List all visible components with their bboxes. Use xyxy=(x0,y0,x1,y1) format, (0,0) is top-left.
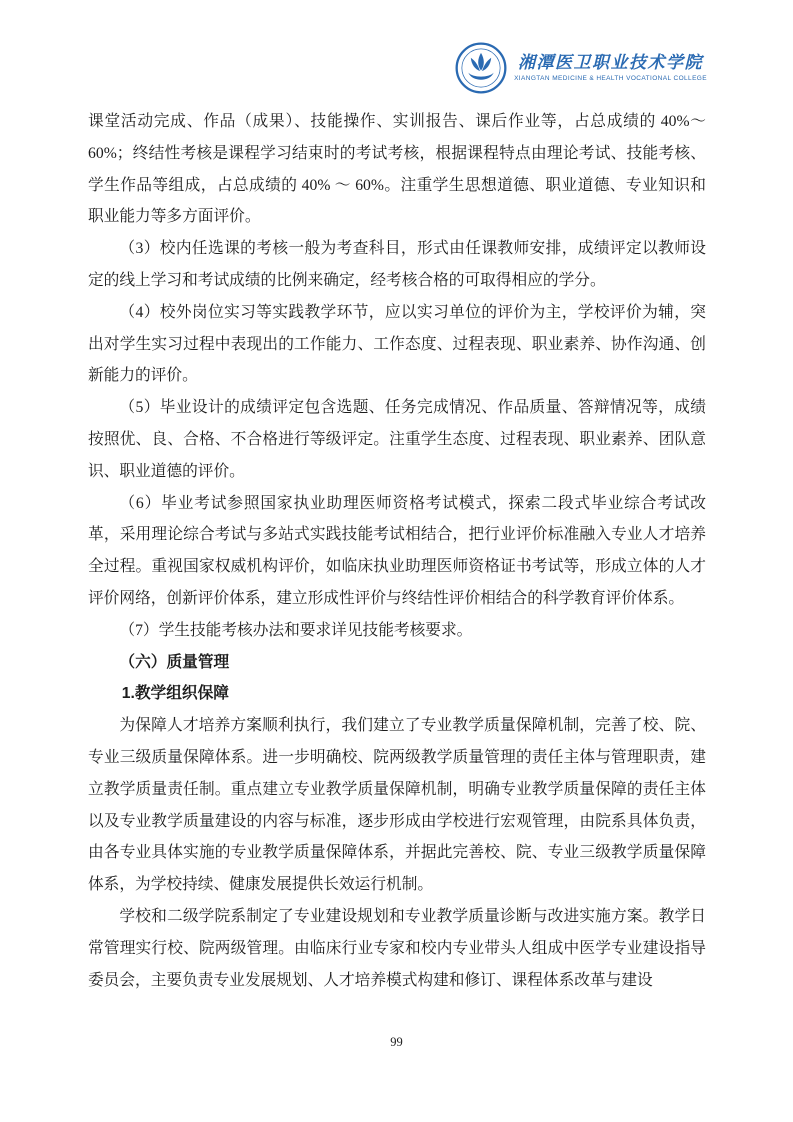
paragraph-item-3: （3）校内任选课的考核一般为考查科目，形式由任课教师安排，成绩评定以教师设定的线上学习和考试成绩的比例来确定，经考核合格的可取得相应的学分。 xyxy=(88,240,706,289)
paragraph-school-plans: 学校和二级学院系制定了专业建设规划和专业教学质量诊断与改进实施方案。教学日常管理实行校、院两级管理。由临床行业专家和校内专业带头人组成中医学专业建设指导委员会，主要负责专业发展规划、人才培养模式构建和修订、课程体系改革与建设 xyxy=(88,907,706,989)
section-heading-quality: （六）质量管理 xyxy=(119,653,230,671)
college-logo xyxy=(455,42,707,94)
document-body xyxy=(88,106,706,996)
page-header xyxy=(455,42,707,98)
paragraph-item-5: （5）毕业设计的成绩评定包含选题、任务完成情况、作品质量、答辩情况等，成绩按照优、良、合格、不合格进行等级评定。注重学生态度、过程表现、职业素养、团队意识、职业道德的评价。 xyxy=(88,399,706,480)
college-name: 湘潭医卫职业技术学院 xyxy=(518,52,704,72)
college-logo-text xyxy=(514,54,707,83)
paragraph-item-7: （7）学生技能考核办法和要求详见技能考核要求。 xyxy=(119,621,473,639)
paragraph-continued: 课堂活动完成、作品（成果）、技能操作、实训报告、课后作业等，占总成绩的 40%～60%；终结性考核是课程学习结束时的考试考核，根据课程特点由理论考试、技能考核、学生作品等组成，占总成绩的 40% ～ 60%。注重学生思想道德、职业道德、专业知识和职业能力等多方面评价。 xyxy=(88,113,706,226)
page-number: 99 xyxy=(390,1035,403,1049)
paragraph-item-4: （4）校外岗位实习等实践教学环节，应以实习单位的评价为主，学校评价为辅，突出对学生实习过程中表现出的工作能力、工作态度、过程表现、职业素养、协作沟通、创新能力的评价。 xyxy=(88,303,706,385)
college-emblem-icon xyxy=(455,42,507,94)
subsection-heading-teaching-org: 1.教学组织保障 xyxy=(121,685,229,703)
page-footer xyxy=(0,1035,793,1050)
paragraph-item-6: （6）毕业考试参照国家执业助理医师资格考试模式，探索二段式毕业综合考试改革，采用理论综合考试与多站式实践技能考试相结合，把行业评价标准融入专业人才培养全过程。重视国家权威机构评价，如临床执业助理医师资格证书考试等，形成立体的人才评价网络，创新评价体系，建立形成性评价与终结性评价相结合的科学教育评价体系。 xyxy=(88,494,706,607)
paragraph-quality-system: 为保障人才培养方案顺利执行，我们建立了专业教学质量保障机制，完善了校、院、专业三级质量保障体系。进一步明确校、院两级教学质量管理的责任主体与管理职责，建立教学质量责任制。重点建立专业教学质量保障机制，明确专业教学质量保障的责任主体以及专业教学质量建设的内容与标准，逐步形成由学校进行宏观管理，由院系具体负责，由各专业具体实施的专业教学质量保障体系，并据此完善校、院、专业三级教学质量保障体系，为学校持续、健康发展提供长效运行机制。 xyxy=(88,717,706,894)
college-subtitle: XIANGTAN MEDICINE & HEALTH VOCATIONAL COLLEGE xyxy=(514,75,707,83)
